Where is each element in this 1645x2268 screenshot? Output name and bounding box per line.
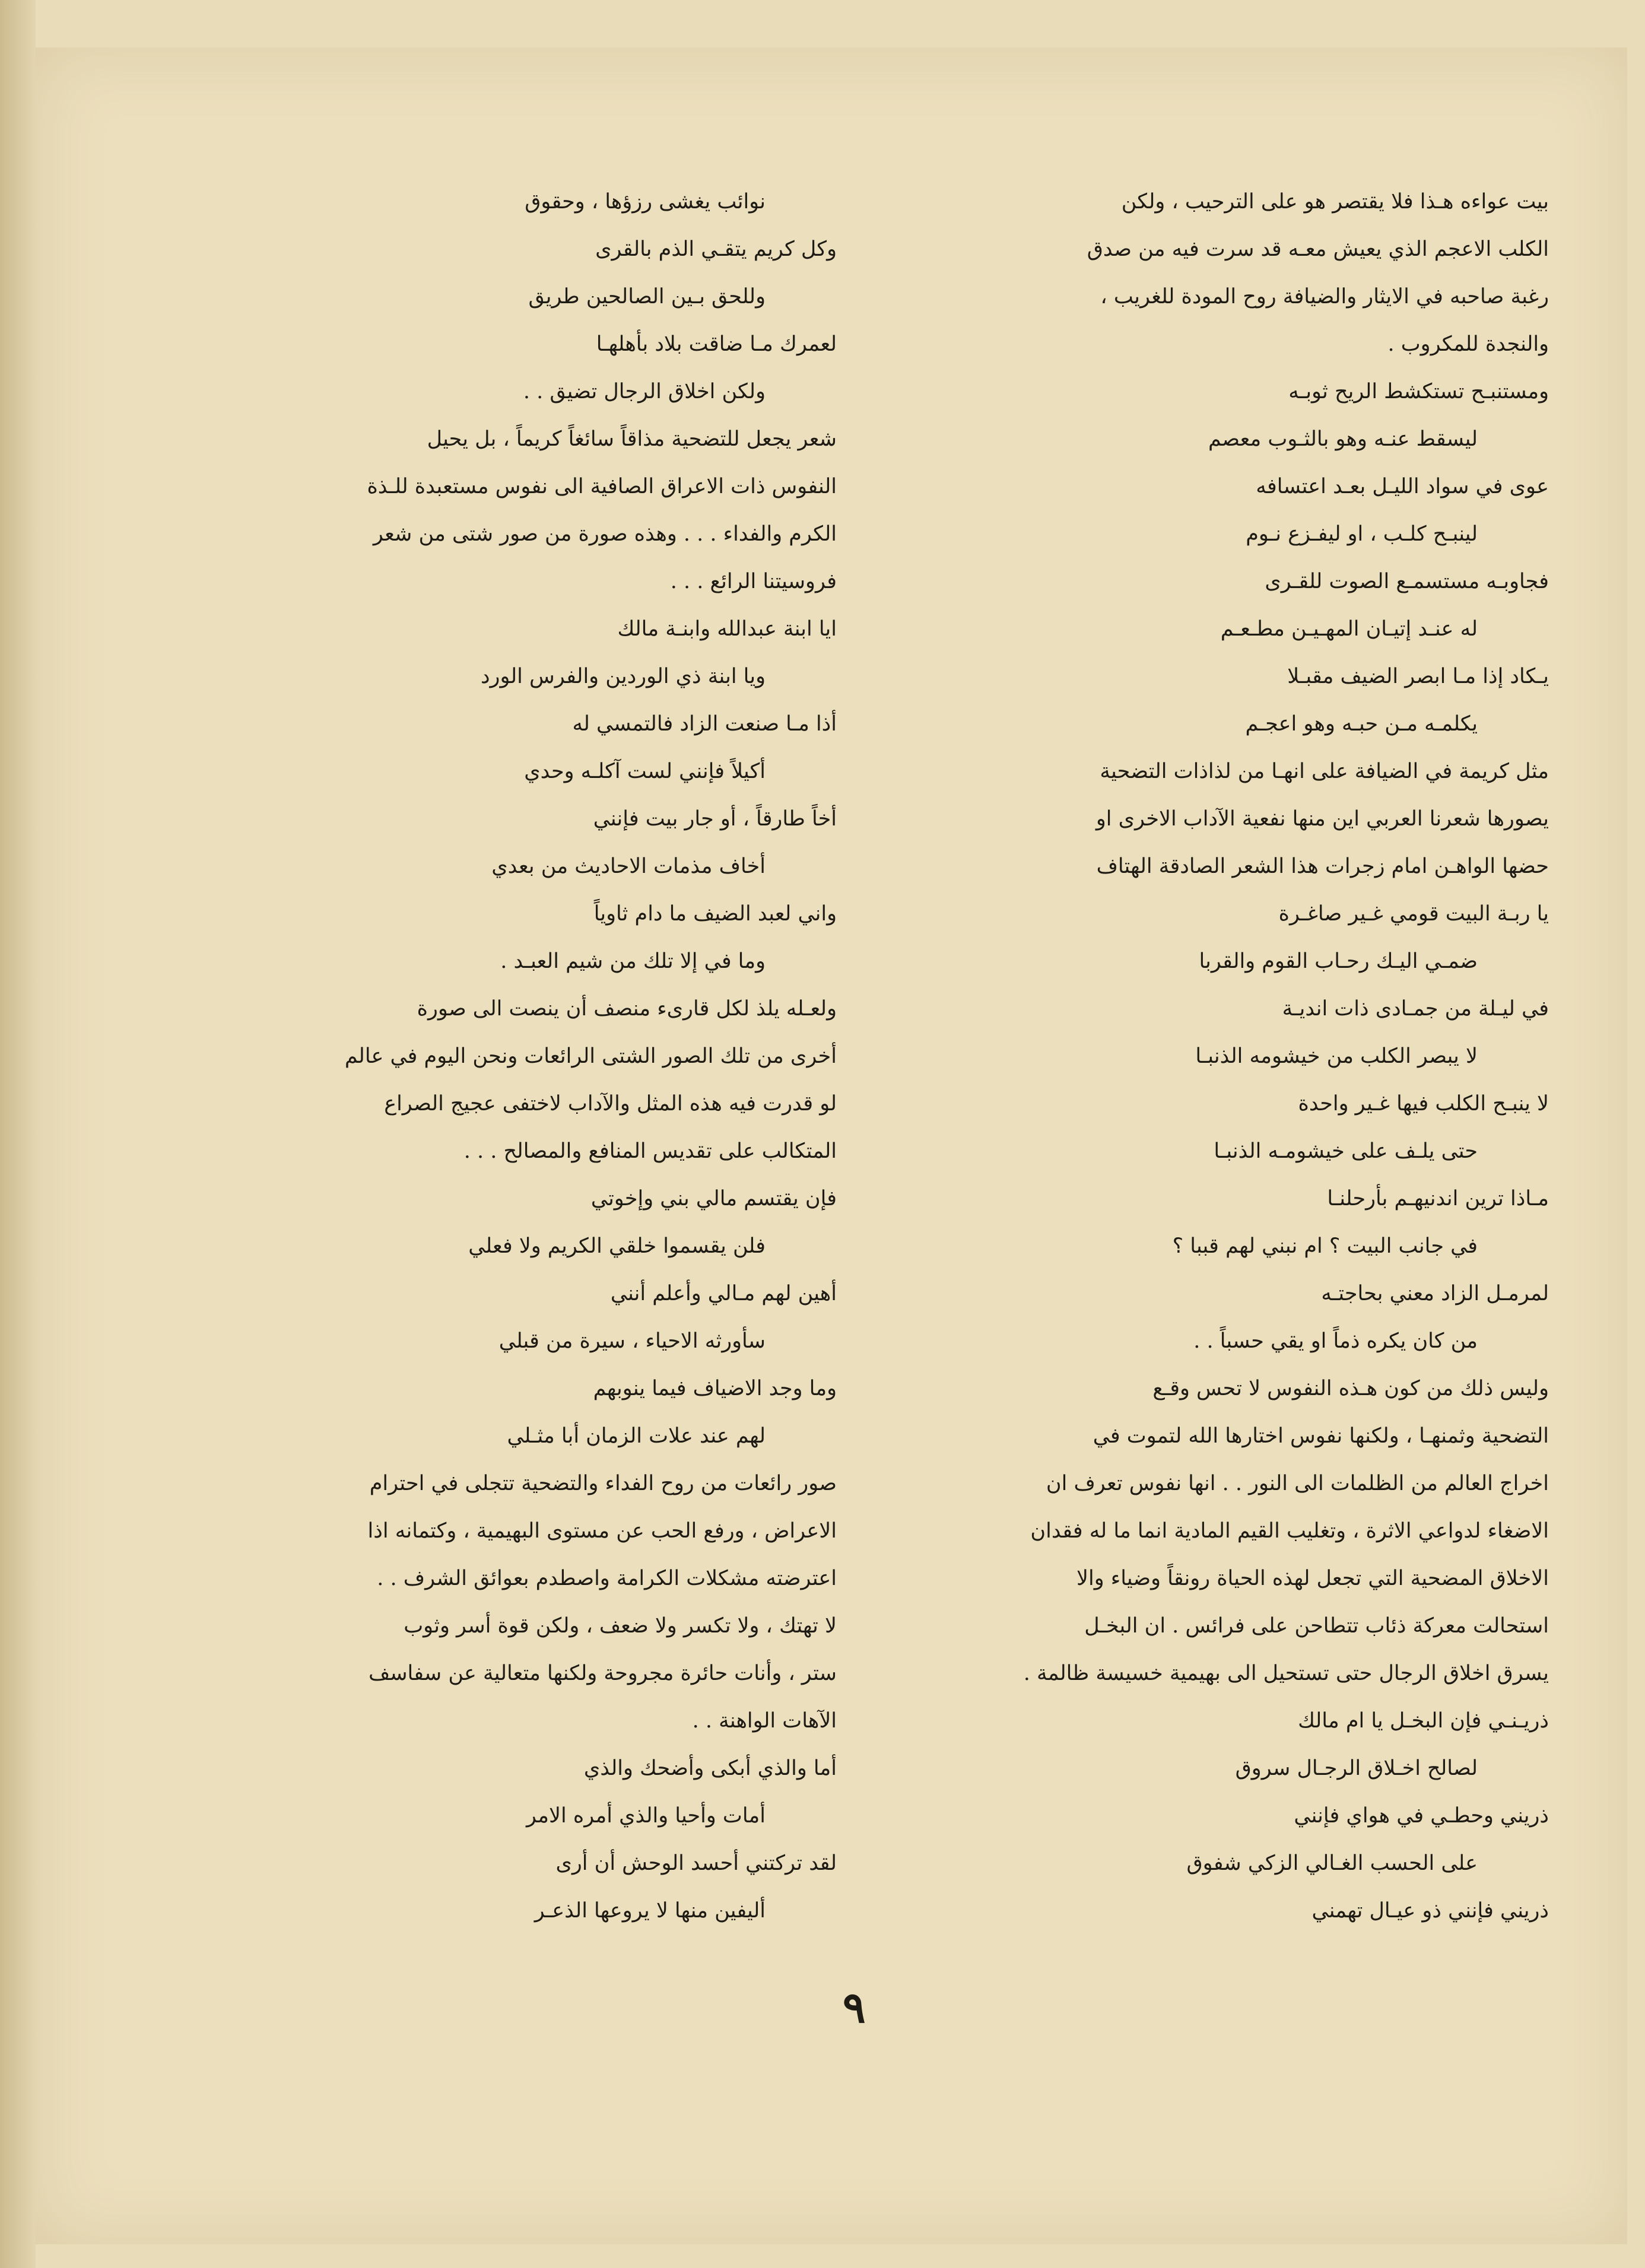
text-line: لقد تركتني أحسد الوحش أن أرى: [555, 1851, 837, 1875]
text-line: أما والذي أبكى وأضحك والذي: [583, 1756, 837, 1780]
text-line: المتكالب على تقديس المنافع والمصالح . . .: [463, 1139, 837, 1163]
text-line: واني لعبد الضيف ما دام ثاوياً: [593, 902, 837, 926]
text-line: يا ربـة البيت قومي غـير صاغـرة: [1278, 902, 1549, 926]
text-line: لا ينبـح الكلب فيها غـير واحدة: [1298, 1092, 1549, 1116]
right-text-column: [949, 178, 1549, 1935]
text-line: أخرى من تلك الصور الشتى الرائعات ونحن اليوم في عالم: [344, 1044, 837, 1068]
verse-hemistich-line: من كان يكره ذماً او يقي حسباً . .: [1193, 1329, 1478, 1353]
verse-hemistich-line: لهم عند علات الزمان أبا مثـلي: [507, 1424, 766, 1448]
text-line: وكل كريم يتقـي الذم بالقرى: [595, 237, 837, 261]
text-line: رغبة صاحبه في الايثار والضيافة روح المودة للغريب ،: [1100, 285, 1549, 309]
verse-hemistich-line: وللحق بـين الصالحين طريق: [528, 285, 766, 309]
text-line: الكرم والفداء . . . وهذه صورة من صور شتى من شعر: [373, 522, 837, 546]
text-line: النفوس ذات الاعراق الصافية الى نفوس مستعبدة للـذة: [367, 475, 837, 498]
verse-hemistich-line: أليفين منها لا يروعها الذعـر: [534, 1899, 766, 1923]
verse-hemistich-line: يكلمـه مـن حبـه وهو اعجـم: [1245, 712, 1478, 736]
verse-hemistich-line: فلن يقسموا خلقي الكريم ولا فعلي: [468, 1234, 766, 1258]
verse-hemistich-line: لصالح اخـلاق الرجـال سروق: [1235, 1756, 1478, 1780]
verse-hemistich-line: له عنـد إتيـان المهـيـن مطـعـم: [1220, 617, 1478, 641]
text-line: عوى في سواد الليـل بعـد اعتسافه: [1256, 475, 1549, 498]
text-line: في ليـلة من جمـادى ذات انديـة: [1282, 997, 1549, 1021]
text-line: لو قدرت فيه هذه المثل والآداب لاختفى عجيج الصراع: [384, 1092, 837, 1116]
text-line: مثل كريمة في الضيافة على انهـا من لذاذات التضحية: [1100, 760, 1549, 783]
verse-hemistich-line: وما في إلا تلك من شيم العبـد .: [500, 949, 766, 973]
verse-hemistich-line: ضمـي اليـك رحـاب القوم والقربا: [1199, 949, 1478, 973]
text-line: استحالت معركة ذئاب تتطاحن على فرائس . ان البخـل: [1084, 1614, 1549, 1638]
text-line: أخاً طارقاً ، أو جار بيت فإنني: [593, 807, 837, 831]
text-line: بيت عواءه هـذا فلا يقتصر هو على الترحيب ، ولكن: [1121, 190, 1549, 214]
page-number: ٩: [843, 1982, 866, 2032]
text-line: صور رائعات من روح الفداء والتضحية تتجلى في احترام: [369, 1472, 837, 1495]
left-text-column: [237, 178, 837, 1935]
text-line: مـاذا ترين اندنيهـم بأرحلنـا: [1327, 1187, 1549, 1211]
text-line: اخراج العالم من الظلمات الى النور . . انها نفوس تعرف ان: [1046, 1472, 1549, 1495]
text-line: ومستنبـح تستكشط الريح ثوبـه: [1288, 380, 1549, 404]
verse-hemistich-line: لينبـح كلـب ، او ليفـزع نـوم: [1246, 522, 1478, 546]
text-line: والنجدة للمكروب .: [1387, 332, 1549, 356]
text-line: ذريني وحطـي في هواي فإنني: [1294, 1804, 1549, 1828]
text-line: أهين لهم مـالي وأعلم أنني: [610, 1282, 837, 1305]
verse-hemistich-line: في جانب البيت ؟ ام نبني لهم قببا ؟: [1172, 1234, 1478, 1258]
text-line: ولعـله يلذ لكل قارىء منصف أن ينصت الى صورة: [417, 997, 837, 1021]
text-line: شعر يجعل للتضحية مذاقاً سائغاً كريماً ، بل يحيل: [427, 427, 837, 451]
verse-hemistich-line: سأورثه الاحياء ، سيرة من قبلي: [498, 1329, 766, 1353]
verse-hemistich-line: حتى يلـف على خيشومـه الذنبـا: [1214, 1139, 1478, 1163]
verse-hemistich-line: لا يبصر الكلب من خيشومه الذنبـا: [1195, 1044, 1478, 1068]
text-line: التضحية وثمنهـا ، ولكنها نفوس اختارها الله لتموت في: [1093, 1424, 1549, 1448]
text-line: الآهات الواهنة . .: [692, 1709, 837, 1733]
text-line: اعترضته مشكلات الكرامة واصطدم بعوائق الشرف . .: [377, 1567, 837, 1590]
verse-hemistich-line: على الحسب الغـالي الزكي شفوق: [1186, 1851, 1478, 1875]
verse-hemistich-line: ليسقط عنـه وهو بالثـوب معصم: [1208, 427, 1478, 451]
text-line: فجاوبـه مستسمـع الصوت للقـرى: [1265, 570, 1549, 593]
text-line: وليس ذلك من كون هـذه النفوس لا تحس وقـع: [1152, 1377, 1549, 1400]
text-line: حضها الواهـن امام زجرات هذا الشعر الصادقة الهتاف: [1096, 855, 1549, 878]
text-line: يصورها شعرنا العربي اين منها نفعية الآداب الاخرى او: [1095, 807, 1549, 831]
text-line: الاضغاء لدواعي الاثرة ، وتغليب القيم المادية انما ما له فقدان: [1030, 1519, 1549, 1543]
text-line: ذريـنـي فإن البخـل يا ام مالك: [1298, 1709, 1549, 1733]
verse-hemistich-line: ويا ابنة ذي الوردين والفرس الورد: [480, 665, 766, 688]
verse-hemistich-line: أخاف مذمات الاحاديث من بعدي: [491, 855, 766, 878]
verse-hemistich-line: أكيلاً فإنني لست آكلـه وحدي: [524, 760, 766, 783]
text-line: فروسيتنا الرائع . . .: [670, 570, 837, 593]
text-line: ذريني فإنني ذو عيـال تهمني: [1311, 1899, 1549, 1923]
text-line: الاعراض ، ورفع الحب عن مستوى البهيمية ، وكتمانه اذا: [367, 1519, 837, 1543]
text-line: الاخلاق المضحية التي تجعل لهذه الحياة رونقاً وضياء والا: [1076, 1567, 1549, 1590]
text-line: ستر ، وأنات حائرة مجروحة ولكنها متعالية عن سفاسف: [368, 1662, 837, 1685]
text-line: أذا مـا صنعت الزاد فالتمسي له: [572, 712, 837, 736]
text-line: يـكاد إذا مـا ابصر الضيف مقبـلا: [1287, 665, 1549, 688]
text-line: الكلب الاعجم الذي يعيش معـه قد سرت فيه من صدق: [1087, 237, 1549, 261]
text-line: لعمرك مـا ضاقت بلاد بأهلهـا: [596, 332, 837, 356]
text-line: وما وجد الاضياف فيما ينوبهم: [593, 1377, 837, 1400]
verse-hemistich-line: نوائب يغشى رزؤها ، وحقوق: [525, 190, 766, 214]
text-line: فإن يقتسم مالي بني وإخوتي: [590, 1187, 837, 1211]
verse-hemistich-line: ولكن اخلاق الرجال تضيق . .: [523, 380, 766, 404]
verse-hemistich-line: أمات وأحيا والذي أمره الامر: [526, 1804, 766, 1828]
text-line: ايا ابنة عبدالله وابنـة مالك: [617, 617, 837, 641]
text-line: يسرق اخلاق الرجال حتى تستحيل الى بهيمية خسيسة ظالمة .: [1023, 1662, 1549, 1685]
text-line: لمرمـل الزاد معني بحاجتـه: [1321, 1282, 1549, 1305]
page-edge-shadow: [0, 0, 36, 2268]
text-line: لا تهتك ، ولا تكسر ولا ضعف ، ولكن قوة أسر وثوب: [404, 1614, 837, 1638]
